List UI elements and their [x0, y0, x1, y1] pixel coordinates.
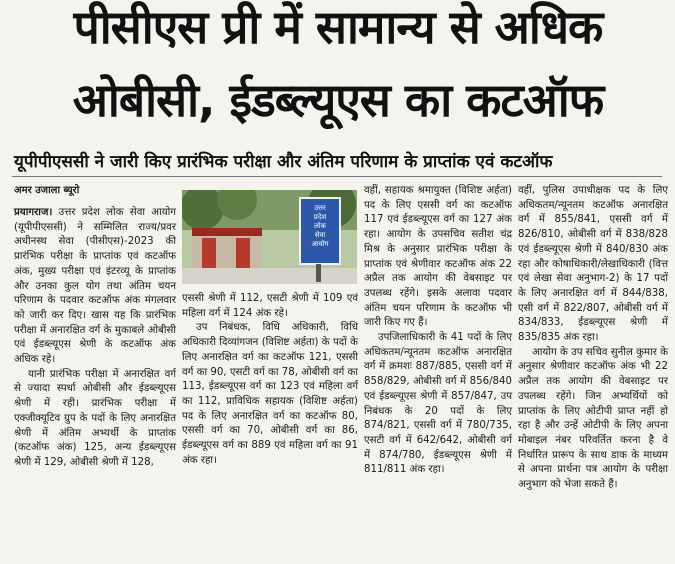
column-2: [182, 292, 358, 468]
paragraph-text: उत्तर प्रदेश लोक सेवा आयोग (यूपीपीएससी) ने सम्मिलित राज्य/प्रवर अधीनस्थ सेवा (पीसीएस)-2023 की प्रारंभिक परीक्षा के प्राप्तांक एवं कटऑफ अंक, मुख्य परीक्षा एवं इंटरव्यू के प्राप्तांक और उनका कुल योग तथा अंतिम चयन परिणाम के पदवार कटऑफ अंक मंगलवार को जारी कर दिए। खास यह कि प्रारंभिक परीक्षा में अनारक्षित वर्ग के मुकाबले ओबीसी एवं ईडब्ल्यूएस श्रेणी के कटऑफ अंक अधिक रहे।: [14, 207, 176, 366]
sign-line: सेवा: [314, 231, 326, 239]
paragraph: वहीं, पुलिस उपाधीक्षक पद के लिए अधिकतम/न्यूनतम कटऑफ अनारक्षित वर्ग में 855/841, एससी वर्ग में 826/810, ओबीसी वर्ग में 838/828 एवं ईडब्ल्यूएस श्रेणी में 840/830 अंक रहा और कोषाधिकारी/लेखाधिकारी (वित्त एवं लेखा सेवा अनुभाग-2) के 17 पदों के लिए अनारक्षित वर्ग में 844/838, एसी वर्ग में 822/807, ओबीसी वर्ग में 834/833, ईडब्ल्यूएस श्रेणी में 835/835 अंक रहा।: [518, 185, 668, 344]
headline: [6, 0, 670, 128]
headline-line-1: पीसीएस प्री में सामान्य से अधिक: [73, 0, 603, 54]
subheadline: यूपीपीएससी ने जारी किए प्रारंभिक परीक्षा और अंतिम परिणाम के प्राप्तांक एवं कटऑफ: [14, 152, 553, 172]
commission-building-photo: [182, 190, 357, 284]
paragraph: आयोग के उप सचिव सुनील कुमार के अनुसार श्रेणीवार कटऑफ अंक भी 22 अप्रैल तक आयोग की वेबसाइट पर उपलब्ध रहेंगे। जिन अभ्यर्थियों को प्राप्तांक के लिए ओटीपी प्राप्त नहीं हो रहा है और उन्हें ओटीपी के लिए अपना मोबाइल नंबर परिवर्तित करना है वे निर्धारित प्रारूप के साथ डाक के माध्यम से अपना प्रार्थना पत्र आयोग के परीक्षा अनुभाग को भेजा सकते हैं।: [518, 346, 668, 491]
sign-line: आयोग: [311, 240, 329, 248]
paragraph: एससी श्रेणी में 112, एसटी श्रेणी में 109 एवं महिला वर्ग में 124 अंक रहे।: [182, 293, 358, 319]
byline: अमर उजाला ब्यूरो: [14, 185, 80, 196]
dateline: प्रयागराज।: [14, 207, 53, 218]
paragraph: उपजिलाधिकारी के 41 पदों के लिए अधिकतम/न्यूनतम कटऑफ अनारक्षित वर्ग में क्रमशः 887/885, एससी वर्ग में 858/829, ओबीसी वर्ग में 856/840 एवं ईडब्ल्यूएस श्रेणी में 857/847, उप निबंधक के 20 पदों के लिए 874/821, एससी वर्ग में 780/735, एसटी वर्ग में 642/642, ओबीसी वर्ग में 874/780, ईडब्ल्यूएस श्रेणी में 811/811 अंक रहा।: [364, 332, 512, 476]
paragraph: [14, 206, 176, 368]
divider: [12, 176, 662, 177]
sign-line: लोक: [314, 222, 326, 230]
sign-line: उत्तर: [314, 204, 326, 212]
paragraph: वहीं, सहायक श्रमायुक्त (विशिष्ट अर्हता) पद के लिए एससी वर्ग का कटऑफ 117 एवं ईडब्ल्यूएस वर्ग का 127 अंक रहा। आयोग के उपसचिव सतीश चंद्र मिश्र के अनुसार प्रारंभिक परीक्षा के प्राप्तांक एवं श्रेणीवार कटऑफ अंक 22 अप्रैल तक आयोग की वेबसाइट पर उपलब्ध रहेंगे। इसके अलावा पदवार अंतिम चयन परिणाम के कटऑफ भी जारी किए गए हैं।: [364, 185, 512, 329]
paragraph: उप निबंधक, विधि अधिकारी, विधि अधिकारी दिव्यांगजन (विशिष्ट अर्हता) के पदों के लिए अनारक्षित वर्ग का कटऑफ 121, एससी वर्ग का 90, एसटी वर्ग का 78, ओबीसी वर्ग का 113, ईडब्ल्यूएस वर्ग का 123 एवं महिला वर्ग का 112, प्राविधिक सहायक (विशिष्ट अर्हता) पद के लिए अनारक्षित वर्ग का कटऑफ 80, एससी वर्ग का 70, ओबीसी वर्ग का 86, ईडब्ल्यूएस वर्ग का 889 एवं महिला वर्ग का 91 अंक रहा।: [182, 322, 358, 466]
sign-line: प्रदेश: [313, 213, 327, 221]
sign-text: [302, 204, 338, 249]
headline-line-2: ओबीसी, ईडब्ल्यूएस का कटऑफ: [72, 73, 604, 127]
column-3: [364, 184, 512, 478]
paragraph: यानी प्रारंभिक परीक्षा में अनारक्षित वर्ग से ज्यादा स्पर्धा ओबीसी और ईडब्ल्यूएस श्रेणी में रही। प्रारंभिक परीक्षा में एक्जीक्यूटिव ग्रुप के पदों के लिए अनारक्षित श्रेणी में अंतिम अभ्यर्थी के प्राप्तांक (कटऑफ अंक) 125, अन्य ईडब्ल्यूएस श्रेणी में 129, ओबीसी श्रेणी में 128,: [14, 368, 176, 468]
column-1: [14, 206, 176, 471]
column-4: [518, 184, 668, 493]
